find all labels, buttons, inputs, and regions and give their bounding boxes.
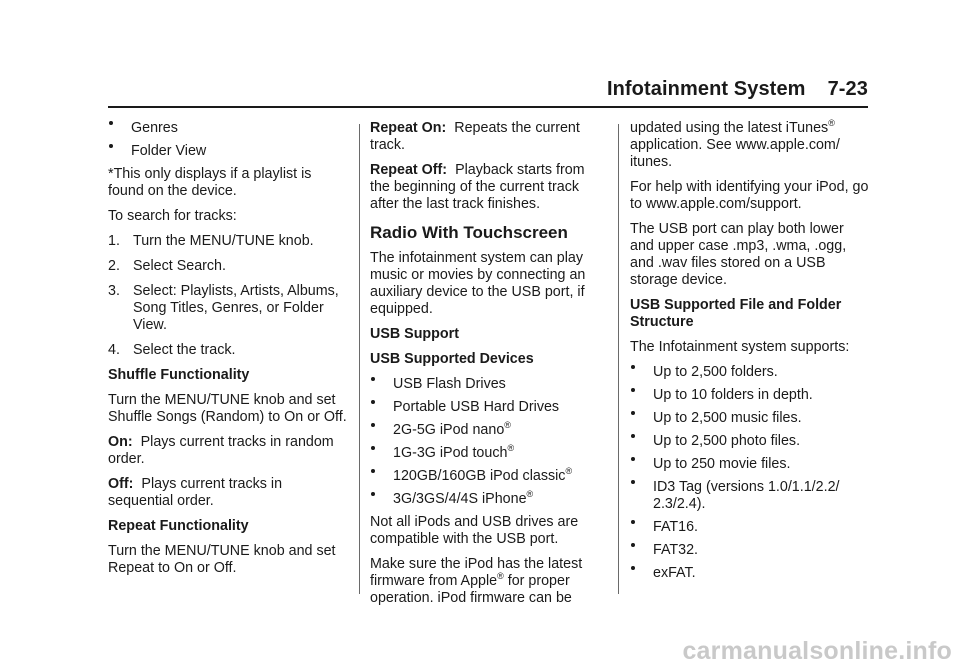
list-item: [370, 468, 606, 485]
firmware-post: for proper operation. iPod firmware can be: [370, 573, 572, 606]
device-name: 1G-3G iPod touch: [393, 445, 508, 461]
list-item: Up to 10 folders in depth.: [630, 387, 870, 404]
radio-heading: Radio With Touchscreen: [370, 223, 568, 242]
off-label: Off:: [108, 476, 134, 492]
repeat-on-label: Repeat On:: [370, 120, 447, 136]
list-item: ID3 Tag (versions 1.0/1.1/2.2/ 2.3/2.4).: [630, 479, 870, 513]
header-title: [607, 78, 868, 101]
step-number: 2.: [108, 258, 120, 274]
list-item: Folder View: [108, 143, 350, 160]
list-item: [370, 422, 606, 439]
playlist-note: *This only displays if a playlist is found on the device.: [108, 166, 312, 199]
list-item: FAT16.: [630, 519, 870, 536]
device-name: USB Flash Drives: [393, 376, 506, 392]
repeat-heading: Repeat Functionality: [108, 518, 249, 534]
compat-text: Not all iPods and USB drives are compatible with the USB port.: [370, 514, 579, 547]
step-text: Select Search.: [133, 258, 226, 274]
list-item: Up to 2,500 music files.: [630, 410, 870, 427]
on-text: Plays current tracks in random order.: [108, 434, 334, 467]
registered-mark: ®: [497, 571, 504, 582]
shuffle-text: Turn the MENU/TUNE knob and set Shuffle Songs (Random) to On or Off.: [108, 392, 347, 425]
step-number: 3.: [108, 283, 120, 299]
firmware-pre: Make sure the iPod has the latest firmware from Apple: [370, 556, 583, 589]
firmware-text: [370, 556, 606, 607]
device-name: 120GB/160GB iPod classic: [393, 468, 566, 484]
radio-text: The infotainment system can play music or movies by connecting an auxiliary device to the USB port, if equipped.: [370, 250, 586, 317]
step-item: [108, 283, 350, 334]
updated-pre: updated using the latest iTunes: [630, 120, 829, 136]
list-item: Genres: [108, 120, 350, 137]
itunes-text: [630, 120, 870, 171]
updated-post: application. See www.apple.com/ itunes.: [630, 137, 840, 170]
list-item: exFAT.: [630, 565, 870, 582]
structure-heading: USB Supported File and Folder Structure: [630, 297, 842, 330]
list-item: Up to 2,500 photo files.: [630, 433, 870, 450]
step-number: 4.: [108, 342, 120, 358]
step-text: Select the track.: [133, 342, 236, 358]
on-label: On:: [108, 434, 133, 450]
step-item: [108, 342, 350, 359]
registered-mark: ®: [507, 443, 515, 454]
watermark: carmanualsonline.info: [682, 637, 952, 665]
device-name: 2G-5G iPod nano: [393, 422, 505, 438]
registered-mark: ®: [526, 489, 534, 500]
column-3: [630, 120, 870, 588]
step-item: [108, 233, 350, 250]
list-item: [370, 399, 606, 416]
registered-mark: ®: [504, 420, 511, 431]
step-item: [108, 258, 350, 275]
repeat-on-def: [370, 120, 606, 154]
repeat-off-label: Repeat Off:: [370, 162, 448, 178]
device-name: Portable USB Hard Drives: [393, 399, 560, 415]
registered-mark: ®: [565, 466, 573, 477]
registered-mark: ®: [828, 118, 835, 129]
column-2: [370, 120, 606, 615]
device-name: 3G/3GS/4/4S iPhone: [393, 491, 527, 507]
list-item: [370, 491, 606, 508]
repeat-text: Turn the MENU/TUNE knob and set Repeat to On or Off.: [108, 543, 336, 576]
repeat-off-def: [370, 162, 606, 213]
off-text: Plays current tracks in sequential order.: [108, 476, 283, 509]
page-header: [108, 78, 868, 108]
step-text: Select: Playlists, Artists, Albums, Song Titles, Genres, or Folder View.: [133, 283, 339, 333]
column-divider: [618, 124, 619, 594]
page-number: 7-23: [827, 78, 868, 100]
list-item: [370, 445, 606, 462]
list-item: Up to 250 movie files.: [630, 456, 870, 473]
list-item: [370, 376, 606, 393]
column-1: [108, 120, 350, 585]
usb-port-text: The USB port can play both lower and upper case .mp3, .wma, .ogg, and .wav files stored on a USB storage device.: [630, 221, 847, 288]
shuffle-on-def: [108, 434, 350, 468]
supports-text: The Infotainment system supports:: [630, 339, 850, 355]
help-text: For help with identifying your iPod, go to www.apple.com/support.: [630, 179, 869, 212]
shuffle-off-def: [108, 476, 350, 510]
shuffle-heading: Shuffle Functionality: [108, 367, 250, 383]
usb-support-heading: USB Support: [370, 326, 459, 342]
usb-devices-heading: USB Supported Devices: [370, 351, 534, 367]
repeat-on-text: Repeats the current track.: [370, 120, 580, 153]
search-intro: To search for tracks:: [108, 208, 237, 224]
step-text: Turn the MENU/TUNE knob.: [133, 233, 314, 249]
column-divider: [359, 124, 360, 594]
repeat-off-text: Playback starts from the beginning of the current track after the last track finishes.: [370, 162, 585, 212]
list-item: FAT32.: [630, 542, 870, 559]
step-number: 1.: [108, 233, 120, 249]
list-item: Up to 2,500 folders.: [630, 364, 870, 381]
section-title: Infotainment System: [606, 78, 806, 100]
